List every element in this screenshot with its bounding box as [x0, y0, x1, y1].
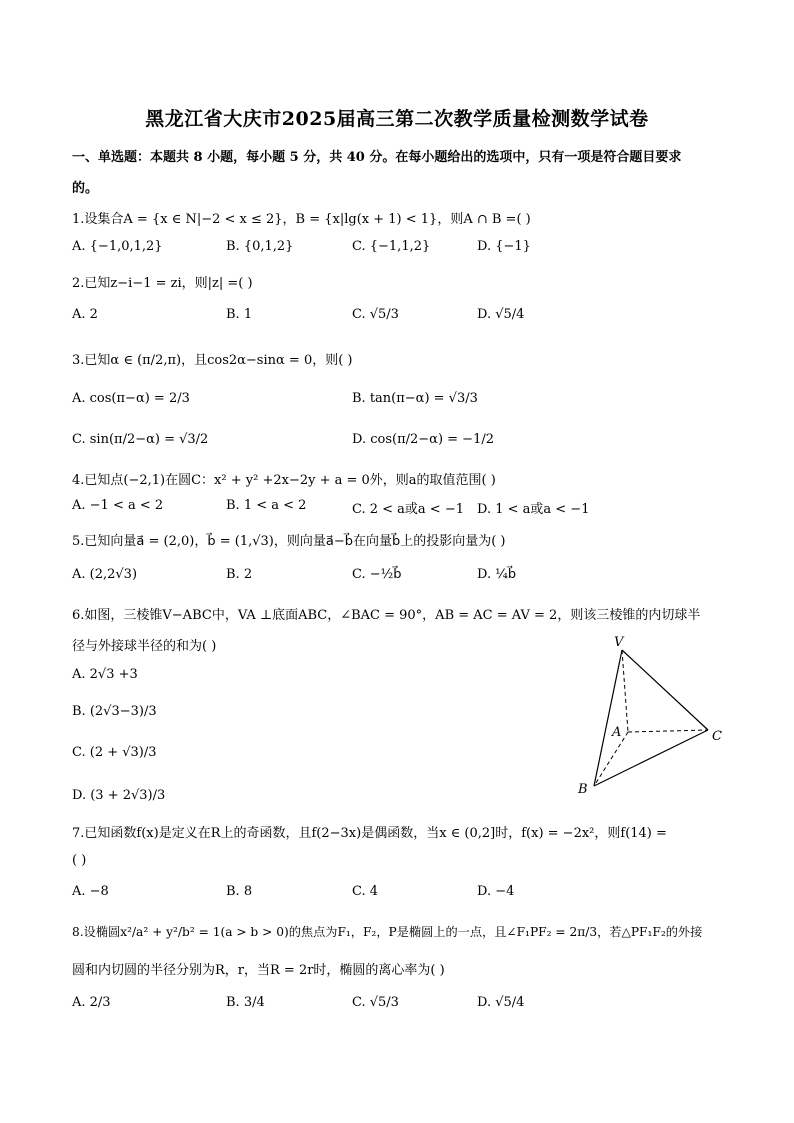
vertex-label-c: C	[712, 729, 722, 744]
edge-ac-hidden	[628, 730, 708, 732]
vertex-label-b: B	[578, 782, 588, 797]
edge-vb	[594, 650, 622, 786]
q4-option-a: A. −1 < a < 2	[72, 498, 164, 513]
page-title: 黑龙江省大庆市2025届高三第二次教学质量检测数学试卷	[145, 108, 649, 130]
q5-option-c: C. −½b⃗	[352, 567, 402, 582]
question-8-stem-cont: 圆和内切圆的半径分别为R，r，当R = 2r时，椭圆的离心率为( )	[72, 963, 445, 978]
q7-option-d: D. −4	[477, 884, 515, 899]
q3-option-c: C. sin(π/2−α) = √3/2	[72, 432, 209, 447]
question-7-stem: 7.已知函数f(x)是定义在R上的奇函数，且f(2−3x)是偶函数，当x ∈ (0,2]时，f(x) = −2x²，则f(14) =	[72, 826, 667, 841]
q2-option-c: C. √5/3	[352, 307, 399, 322]
question-5-stem: 5.已知向量a⃗ = (2,0)，b⃗ = (1,√3)，则向量a⃗−b⃗在向量b⃗上的投影向量为( )	[72, 534, 506, 549]
q7-option-c: C. 4	[352, 884, 379, 899]
q1-option-d: D. {−1}	[477, 239, 531, 254]
pyramid-diagram	[570, 628, 730, 798]
q5-option-a: A. (2,2√3)	[72, 567, 138, 582]
q6-option-d: D. (3 + 2√3)/3	[72, 788, 166, 803]
vertex-label-v: V	[614, 635, 624, 650]
q8-option-b: B. 3/4	[226, 995, 265, 1010]
edge-vc	[622, 650, 708, 730]
q6-option-b: B. (2√3−3)/3	[72, 704, 157, 719]
vertex-label-a: A	[612, 725, 622, 740]
q4-option-b: B. 1 < a < 2	[226, 498, 307, 513]
q7-option-b: B. 8	[226, 884, 253, 899]
edge-va-hidden	[622, 650, 628, 732]
question-2-stem: 2.已知z−i−1 = zi，则|z| =( )	[72, 276, 253, 291]
q1-option-a: A. {−1,0,1,2}	[72, 239, 163, 254]
section-heading-cont: 的。	[72, 181, 99, 196]
q5-option-d: D. ¼b⃗	[477, 567, 517, 582]
q1-option-c: C. {−1,1,2}	[352, 239, 431, 254]
q3-option-b: B. tan(π−α) = √3/3	[352, 391, 478, 406]
q8-option-a: A. 2/3	[72, 995, 111, 1010]
q7-option-a: A. −8	[72, 884, 109, 899]
q3-option-d: D. cos(π/2−α) = −1/2	[352, 432, 494, 447]
question-6-stem-cont: 径与外接球半径的和为( )	[72, 639, 217, 654]
q4-option-d: D. 1 < a或a < −1	[477, 502, 590, 517]
q8-option-c: C. √5/3	[352, 995, 399, 1010]
q2-option-b: B. 1	[226, 307, 253, 322]
q2-option-d: D. √5/4	[477, 307, 525, 322]
question-4-stem: 4.已知点(−2,1)在圆C：x² + y² +2x−2y + a = 0外，则a的取值范围( )	[72, 473, 496, 488]
q5-option-b: B. 2	[226, 567, 253, 582]
section-heading: 一、单选题：本题共 8 小题，每小题 5 分，共 40 分。在每小题给出的选项中，只有一项是符合题目要求	[72, 150, 682, 165]
question-3-stem: 3.已知α ∈ (π/2,π)，且cos2α−sinα = 0，则( )	[72, 353, 353, 368]
q8-option-d: D. √5/4	[477, 995, 525, 1010]
question-6-stem: 6.如图，三棱锥V−ABC中，VA ⊥底面ABC，∠BAC = 90°，AB = AC = AV = 2，则该三棱锥的内切球半	[72, 608, 701, 623]
q6-option-c: C. (2 + √3)/3	[72, 745, 157, 760]
q2-option-a: A. 2	[72, 307, 98, 322]
q1-option-b: B. {0,1,2}	[226, 239, 294, 254]
q3-option-a: A. cos(π−α) = 2/3	[72, 391, 190, 406]
question-1-stem: 1.设集合A = {x ∈ N|−2 < x ≤ 2}，B = {x|lg(x + 1) < 1}，则A ∩ B =( )	[72, 212, 531, 227]
question-7-stem-cont: ( )	[72, 853, 87, 868]
q4-option-c: C. 2 < a或a < −1	[352, 502, 464, 517]
question-8-stem: 8.设椭圆x²/a² + y²/b² = 1(a > b > 0)的焦点为F₁，F₂，P是椭圆上的一点，且∠F₁PF₂ = 2π/3，若△PF₁F₂的外接	[72, 925, 703, 939]
q6-option-a: A. 2√3 +3	[72, 667, 138, 682]
